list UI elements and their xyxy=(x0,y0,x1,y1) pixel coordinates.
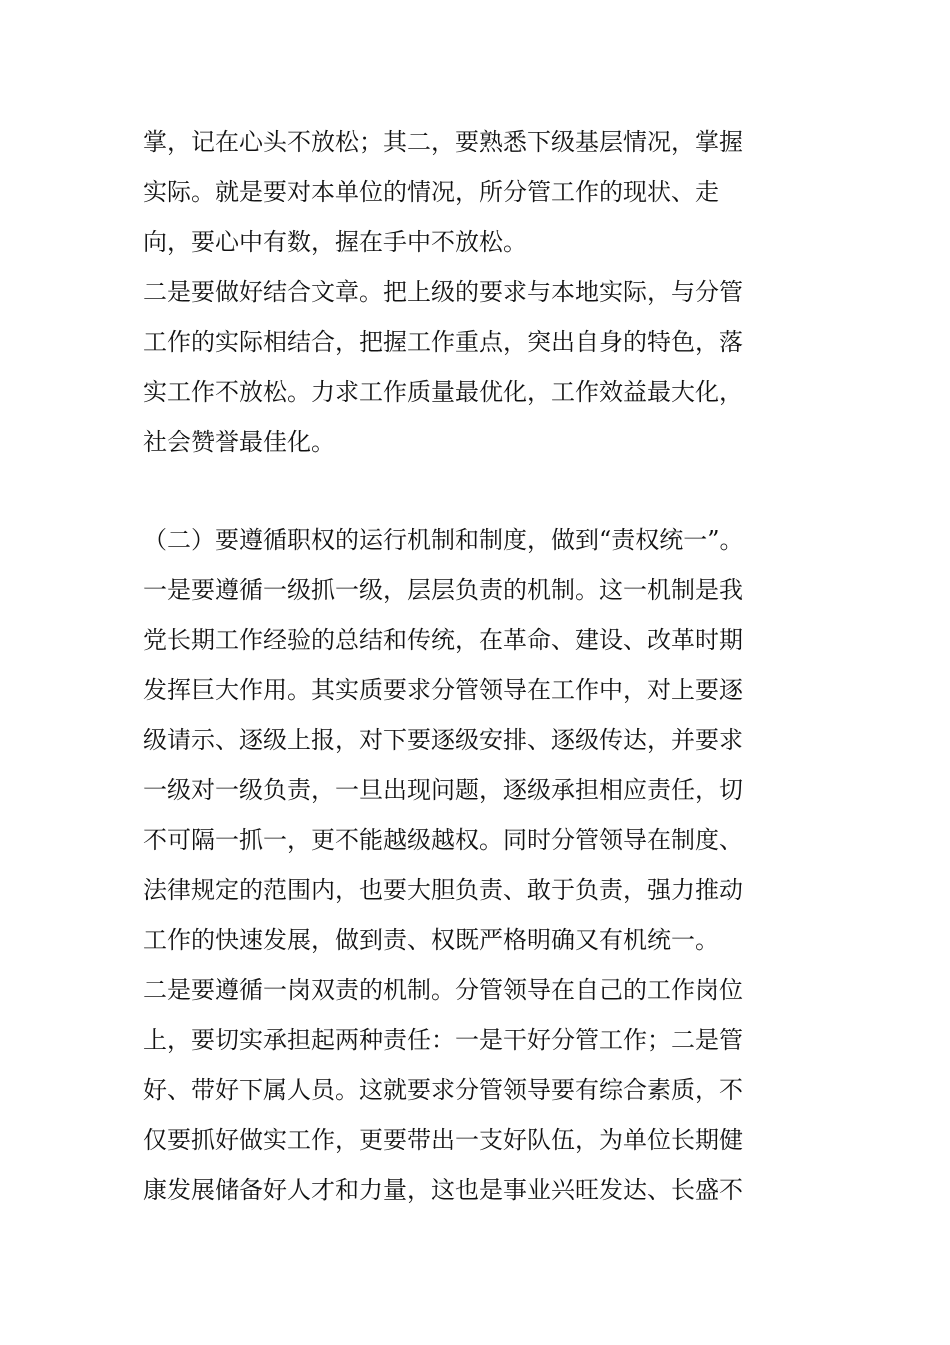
section-heading: （二）要遵循职权的运行机制和制度，做到“责权统一”。 xyxy=(143,526,744,554)
text-line: 康发展储备好人才和力量，这也是事业兴旺发达、长盛不 xyxy=(143,1176,743,1204)
text-line: 向，要心中有数，握在手中不放松。 xyxy=(143,228,527,256)
text-line: 法律规定的范围内，也要大胆负责、敢于负责，强力推动 xyxy=(143,876,743,904)
text-line: 一是要遵循一级抓一级，层层负责的机制。这一机制是我 xyxy=(143,576,743,604)
text-line: 工作的快速发展，做到责、权既严格明确又有机统一。 xyxy=(143,926,719,954)
text-line: 党长期工作经验的总结和传统，在革命、建设、改革时期 xyxy=(143,626,743,654)
text-line: 一级对一级负责，一旦出现问题，逐级承担相应责任，切 xyxy=(143,776,743,804)
text-line: 工作的实际相结合，把握工作重点，突出自身的特色，落 xyxy=(143,328,743,356)
text-line: 仅要抓好做实工作，更要带出一支好队伍，为单位长期健 xyxy=(143,1126,743,1154)
text-line: 实工作不放松。力求工作质量最优化，工作效益最大化， xyxy=(143,378,743,406)
text-line: 二是要做好结合文章。把上级的要求与本地实际，与分管 xyxy=(143,278,743,306)
text-line: 不可隔一抓一，更不能越级越权。同时分管领导在制度、 xyxy=(143,826,743,854)
text-line: 实际。就是要对本单位的情况，所分管工作的现状、走 xyxy=(143,178,719,206)
text-line: 好、带好下属人员。这就要求分管领导要有综合素质，不 xyxy=(143,1076,743,1104)
text-line: 二是要遵循一岗双责的机制。分管领导在自己的工作岗位 xyxy=(143,976,743,1004)
text-line: 级请示、逐级上报，对下要逐级安排、逐级传达，并要求 xyxy=(143,726,743,754)
text-line: 发挥巨大作用。其实质要求分管领导在工作中，对上要逐 xyxy=(143,676,743,704)
text-line: 上，要切实承担起两种责任：一是干好分管工作；二是管 xyxy=(143,1026,743,1054)
text-line: 社会赞誉最佳化。 xyxy=(143,428,335,456)
text-line: 掌，记在心头不放松；其二，要熟悉下级基层情况，掌握 xyxy=(143,128,743,156)
